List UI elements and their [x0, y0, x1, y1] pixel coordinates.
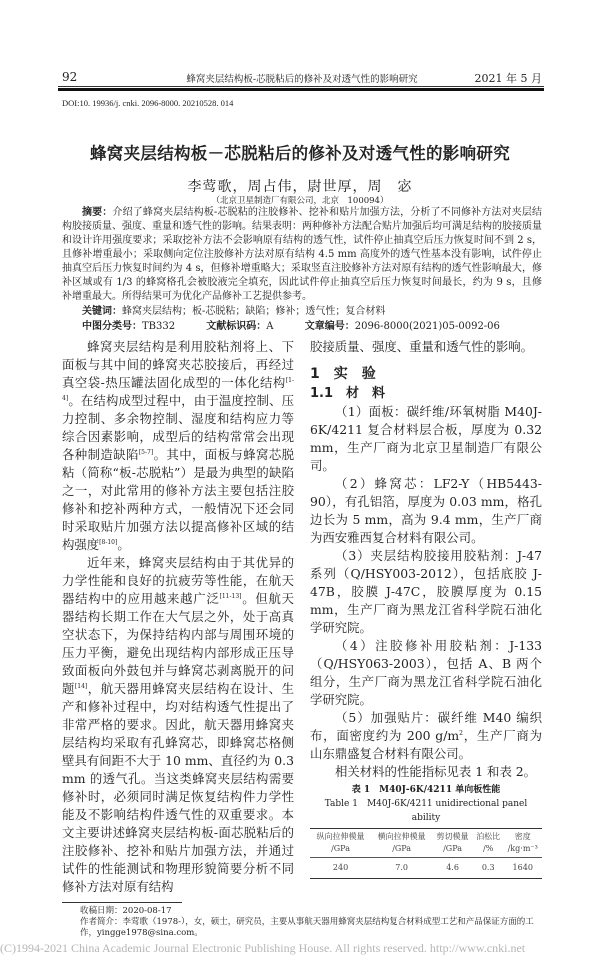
table-header: [371, 829, 432, 858]
header-label: 密度: [514, 832, 531, 841]
header-unit: /GPa: [331, 844, 350, 853]
clc-label: 中图分类号：: [82, 321, 142, 332]
material-item: （1）面板：碳纤维/环氧树脂 M40J-6K/4211 复合材料层合板，厚度为 0.32 mm，生产厂商为北京卫星制造厂有限公司。: [310, 404, 542, 473]
material-item: （3）夹层结构胶接用胶粘剂：J-47 系列（Q/HSY003-2012），包括底胶 J-47B，胶膜 J-47C，胶膜厚度为 0.15 mm，生产厂商为黑龙江省科学院石油化学研究院。: [310, 548, 542, 635]
clc-value: TB332: [142, 321, 176, 332]
text: ，航天器用蜂窝夹层结构在设计、生产和修补过程中，均对结构透气性提出了非常严格的要求。因此，航天器用蜂窝夹层结构均采取有孔蜂窝芯，即蜂窝芯格侧壁具有间距不大于 10 mm、直径约为 0.3 mm 的透气孔。当这类蜂窝夹层结构需要修补时，必须同时满足恢复结构件力学性能及不影响结构件透气性的双重要求。本文主要讲述蜂窝夹层结构板-面芯脱粘后的注胶修补、挖补和贴片加强方法，并通过试件的性能测试和物理形貌简要分析不同修补方法对原有结构: [62, 681, 294, 894]
header-rule: [58, 86, 544, 87]
text: ，生产厂商为山东鼎盛复合材料有限公司。: [310, 728, 542, 761]
footnote-rule: [62, 902, 182, 903]
authors: 李莺歌，周占伟，尉世厚，周 宓: [187, 179, 413, 195]
running-title: 蜂窝夹层结构板-芯脱粘后的修补及对透气性的影响研究: [186, 74, 418, 85]
table-row: [310, 858, 542, 879]
text: 蜂窝夹层结构是利用胶粘剂将上、下面板与其中间的蜂窝夹芯胶接后，再经过真空袋-热压罐法固化成型的一体化结构: [62, 339, 294, 390]
table-header: [310, 829, 371, 858]
body-columns: [62, 338, 542, 896]
doc-code: [206, 321, 273, 332]
keywords-text: 蜂窝夹层结构；板-芯脱粘；缺陷；修补；透气性；复合材料: [122, 306, 386, 317]
table-caption-cn: 表 1 M40J-6K/4211 单向板性能: [351, 785, 501, 795]
article-number: [305, 321, 500, 332]
paper-title: 蜂窝夹层结构板－芯脱粘后的修补及对透气性的影响研究: [90, 144, 510, 163]
table-header: [473, 829, 504, 858]
section-heading: 1 实 验: [310, 366, 376, 382]
text: 。在结构成型过程中，由于温度控制、压力控制、多余物控制、湿度和结构应力等综合因素影响，成型后的结构常常会出现各种制造缺陷: [62, 393, 294, 462]
table-reference: 相关材料的性能指标见表 1 和表 2。: [335, 764, 537, 779]
text: 近年来，蜂窝夹层结构由于其优异的力学性能和良好的抗疲劳等性能，在航天器结构中的应用越来越广泛: [62, 555, 294, 606]
continued-paragraph: 胶接质量、强度、重量和透气性的影响。: [310, 339, 534, 354]
material-item: [310, 709, 542, 763]
header-unit: /GPa: [392, 844, 412, 853]
citation: [11-13]: [219, 593, 242, 600]
page-header: [62, 66, 542, 86]
header-label: 横向拉伸模量: [377, 832, 426, 841]
right-column: [310, 338, 542, 879]
header-label: 剪切模量: [436, 832, 469, 841]
table-cell: 1640: [503, 858, 542, 879]
header-label: 纵向拉伸模量: [316, 832, 365, 841]
affiliation: （北京卫星制造厂有限公司，北京 100094）: [211, 196, 389, 206]
intro-paragraph-2: [62, 554, 294, 896]
table-caption-en: Table 1 M40J-6K/4211 unidirectional panel ability: [324, 799, 528, 823]
table-cell: 4.6: [432, 858, 473, 879]
keywords-label: 关键词：: [82, 306, 122, 317]
article-value: 2096-8000(2021)05-0092-06: [354, 321, 500, 332]
citation: [5-7]: [138, 449, 154, 456]
text: 。但航天器结构长期工作在大气层之外，处于高真空状态下，为保持结构内部与周围环境的压力平衡，避免出现结构内部形成正压导致面板向外鼓包并与蜂窝芯剥离脱开的问题: [62, 591, 295, 696]
table-header: [503, 829, 542, 858]
header-label: 泊松比: [476, 832, 501, 841]
citation: [14]: [74, 683, 88, 690]
article-body: [0, 206, 543, 955]
subsection-heading: 1.1 材 料: [310, 386, 386, 401]
issue-date: 2021 年 5 月: [474, 72, 542, 85]
material-item: （4）注胶修补用胶粘剂：J-133（Q/HSY063-2003），包括 A、B 两个组分，生产厂商为黑龙江省科学院石油化学研究院。: [310, 638, 542, 707]
doc-label: 文献标识码：: [206, 321, 267, 332]
text: 。: [117, 537, 130, 552]
abstract: [62, 206, 542, 304]
received-date: 收稿日期：2020-08-17: [80, 906, 172, 916]
keywords: [62, 304, 542, 319]
citation: [8-10]: [99, 539, 118, 546]
citation: [1-4]: [62, 377, 294, 402]
doc-value: A: [266, 321, 274, 332]
table-cell: 7.0: [371, 858, 432, 879]
header-rule-thick: [58, 88, 544, 91]
header-unit: /%: [483, 844, 494, 853]
superscript: 2: [459, 730, 463, 737]
doi: DOI:10. 19936/j. cnki. 2096-8000. 20210528. 014: [62, 98, 234, 108]
article-label: 文章编号：: [304, 321, 355, 332]
table-cell: 0.3: [473, 858, 504, 879]
material-item: （2）蜂窝芯：LF2-Y（HB5443-90），有孔铝箔，厚度为 0.03 mm，格孔边长为 5 mm，高为 9.4 mm，生产厂商为西安雅西复合材料有限公司。: [310, 476, 542, 545]
text: （5）加强贴片：碳纤维 M40 编织布，面密度约为 200 g/m: [310, 710, 542, 743]
table-cell: 240: [310, 858, 371, 879]
table-1: [310, 828, 542, 879]
intro-paragraph-1: [62, 338, 294, 554]
header-unit: /kg·m⁻³: [507, 844, 538, 853]
clc-code: [82, 321, 175, 332]
page-number: 92: [62, 70, 78, 84]
left-column: [62, 338, 294, 896]
table-header: [432, 829, 473, 858]
copyright-watermark: (C)1994-2021 China Academic Journal Electronic Publishing House. All rights reserved. http://www.cnki.net: [0, 941, 526, 955]
abstract-label: 摘要：: [82, 207, 113, 218]
header-unit: /GPa: [443, 844, 462, 853]
author-bio: 作者简介：李莺歌（1978-），女，硕士，研究员，主要从事航天器用蜂窝夹层结构复合材料成型工艺和产品保证方面的工作，yingge1978@sina.com。: [80, 917, 534, 938]
text: 。其中，面板与蜂窝芯脱粘（简称“板-芯脱粘”）是最为典型的缺陷之一，对此常用的修补方法主要包括注胶修补和挖补两种方式，一般情况下还会同时采取贴片加强方法以提高修补区域的结构强度: [62, 447, 295, 552]
abstract-text: 介绍了蜂窝夹层结构板-芯脱粘的注胶修补、挖补和贴片加强方法，分析了不同修补方法对夹层结构胶接质量、强度、重量和透气性的影响。结果表明：两种修补方法配合贴片加强后均可满足结构的胶接质量和设计许用强度要求；采取挖补方法不会影响原有结构的透气性，试件停止抽真空后压力恢复时间不到 2 s，且修补增重最小；采取侧向定位注胶修补方法对原有结构 4.5 mm 高度外的透气性基本没有影响，试件停止抽真空后压力恢复时间约为 4 s，但修补增重略大；采取竖直注胶修补方法对原有结构的透气性影响最大，修补区域或有 1/3 的蜂窝格孔会被胶液完全填充，因此试件停止抽真空后压力恢复时间最长，约为 9 s，且修补增重最大。所得结果可为优化产品修补工艺提供参考。: [62, 207, 543, 302]
classification: [62, 319, 542, 334]
